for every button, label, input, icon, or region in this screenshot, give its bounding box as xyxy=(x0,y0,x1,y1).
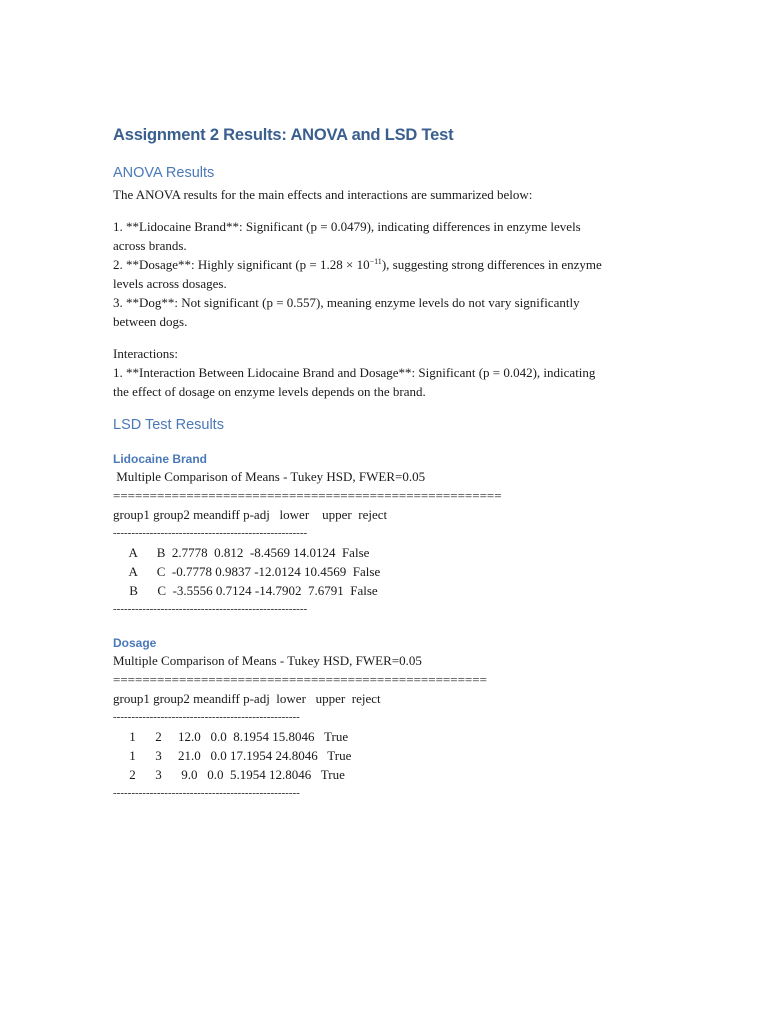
brand-rule-dash-end: ----------------------------------------------------- xyxy=(113,603,308,615)
dosage-table-header: group1 group2 meandiff p-adj lower upper reject xyxy=(113,691,381,706)
interaction-item-1: 1. **Interaction Between Lidocaine Brand and Dosage**: Significant (p = 0.042), indicating xyxy=(113,365,596,380)
interactions-label: Interactions: xyxy=(113,346,178,361)
anova-heading: ANOVA Results xyxy=(113,165,215,181)
table-row: A B 2.7778 0.812 -8.4569 14.0124 False xyxy=(113,545,370,560)
dosage-rule-dash-end: --------------------------------------------------- xyxy=(113,787,300,799)
table-row: 2 3 9.0 0.0 5.1954 12.8046 True xyxy=(113,767,345,782)
brand-rule-dash: ----------------------------------------------------- xyxy=(113,527,308,539)
dosage-rule-dash: --------------------------------------------------- xyxy=(113,711,300,723)
brand-heading: Lidocaine Brand xyxy=(113,452,208,466)
brand-rule-eq: ===================================================== xyxy=(113,488,502,503)
table-row: 1 2 12.0 0.0 8.1954 15.8046 True xyxy=(113,729,349,744)
brand-caption: Multiple Comparison of Means - Tukey HSD, FWER=0.05 xyxy=(113,469,426,484)
anova-item-2: 2. **Dosage**: Highly significant $(p = 1.28 \times 10^{-11})$, suggesting strong differences in enzyme xyxy=(113,257,602,272)
dosage-caption: Multiple Comparison of Means - Tukey HSD, FWER=0.05 xyxy=(113,653,422,668)
anova-item-3: 3. **Dog**: Not significant (p = 0.557), meaning enzyme levels do not vary significantly xyxy=(113,295,580,310)
exponent: −11 xyxy=(369,257,382,266)
dosage-heading: Dosage xyxy=(113,636,157,650)
anova-item-1: 1. **Lidocaine Brand**: Significant (p = 0.0479), indicating differences in enzyme levels xyxy=(113,219,581,234)
anova-item-3-cont: between dogs. xyxy=(113,314,188,329)
document-title: Assignment 2 Results: ANOVA and LSD Test xyxy=(113,126,454,144)
lsd-heading: LSD Test Results xyxy=(113,417,224,433)
table-row: 1 3 21.0 0.0 17.1954 24.8046 True xyxy=(113,748,352,763)
anova-intro: The ANOVA results for the main effects and interactions are summarized below: xyxy=(113,187,533,202)
brand-table-header: group1 group2 meandiff p-adj lower upper reject xyxy=(113,507,388,522)
table-row: A C -0.7778 0.9837 -12.0124 10.4569 False xyxy=(113,564,381,579)
document-body xyxy=(113,124,673,803)
dosage-rule-eq: =================================================== xyxy=(113,672,487,687)
anova-item-2-cont: levels across dosages. xyxy=(113,276,227,291)
interaction-item-1-cont: the effect of dosage on enzyme levels depends on the brand. xyxy=(113,384,426,399)
anova-item-1-cont: across brands. xyxy=(113,238,187,253)
table-row: B C -3.5556 0.7124 -14.7902 7.6791 False xyxy=(113,583,378,598)
